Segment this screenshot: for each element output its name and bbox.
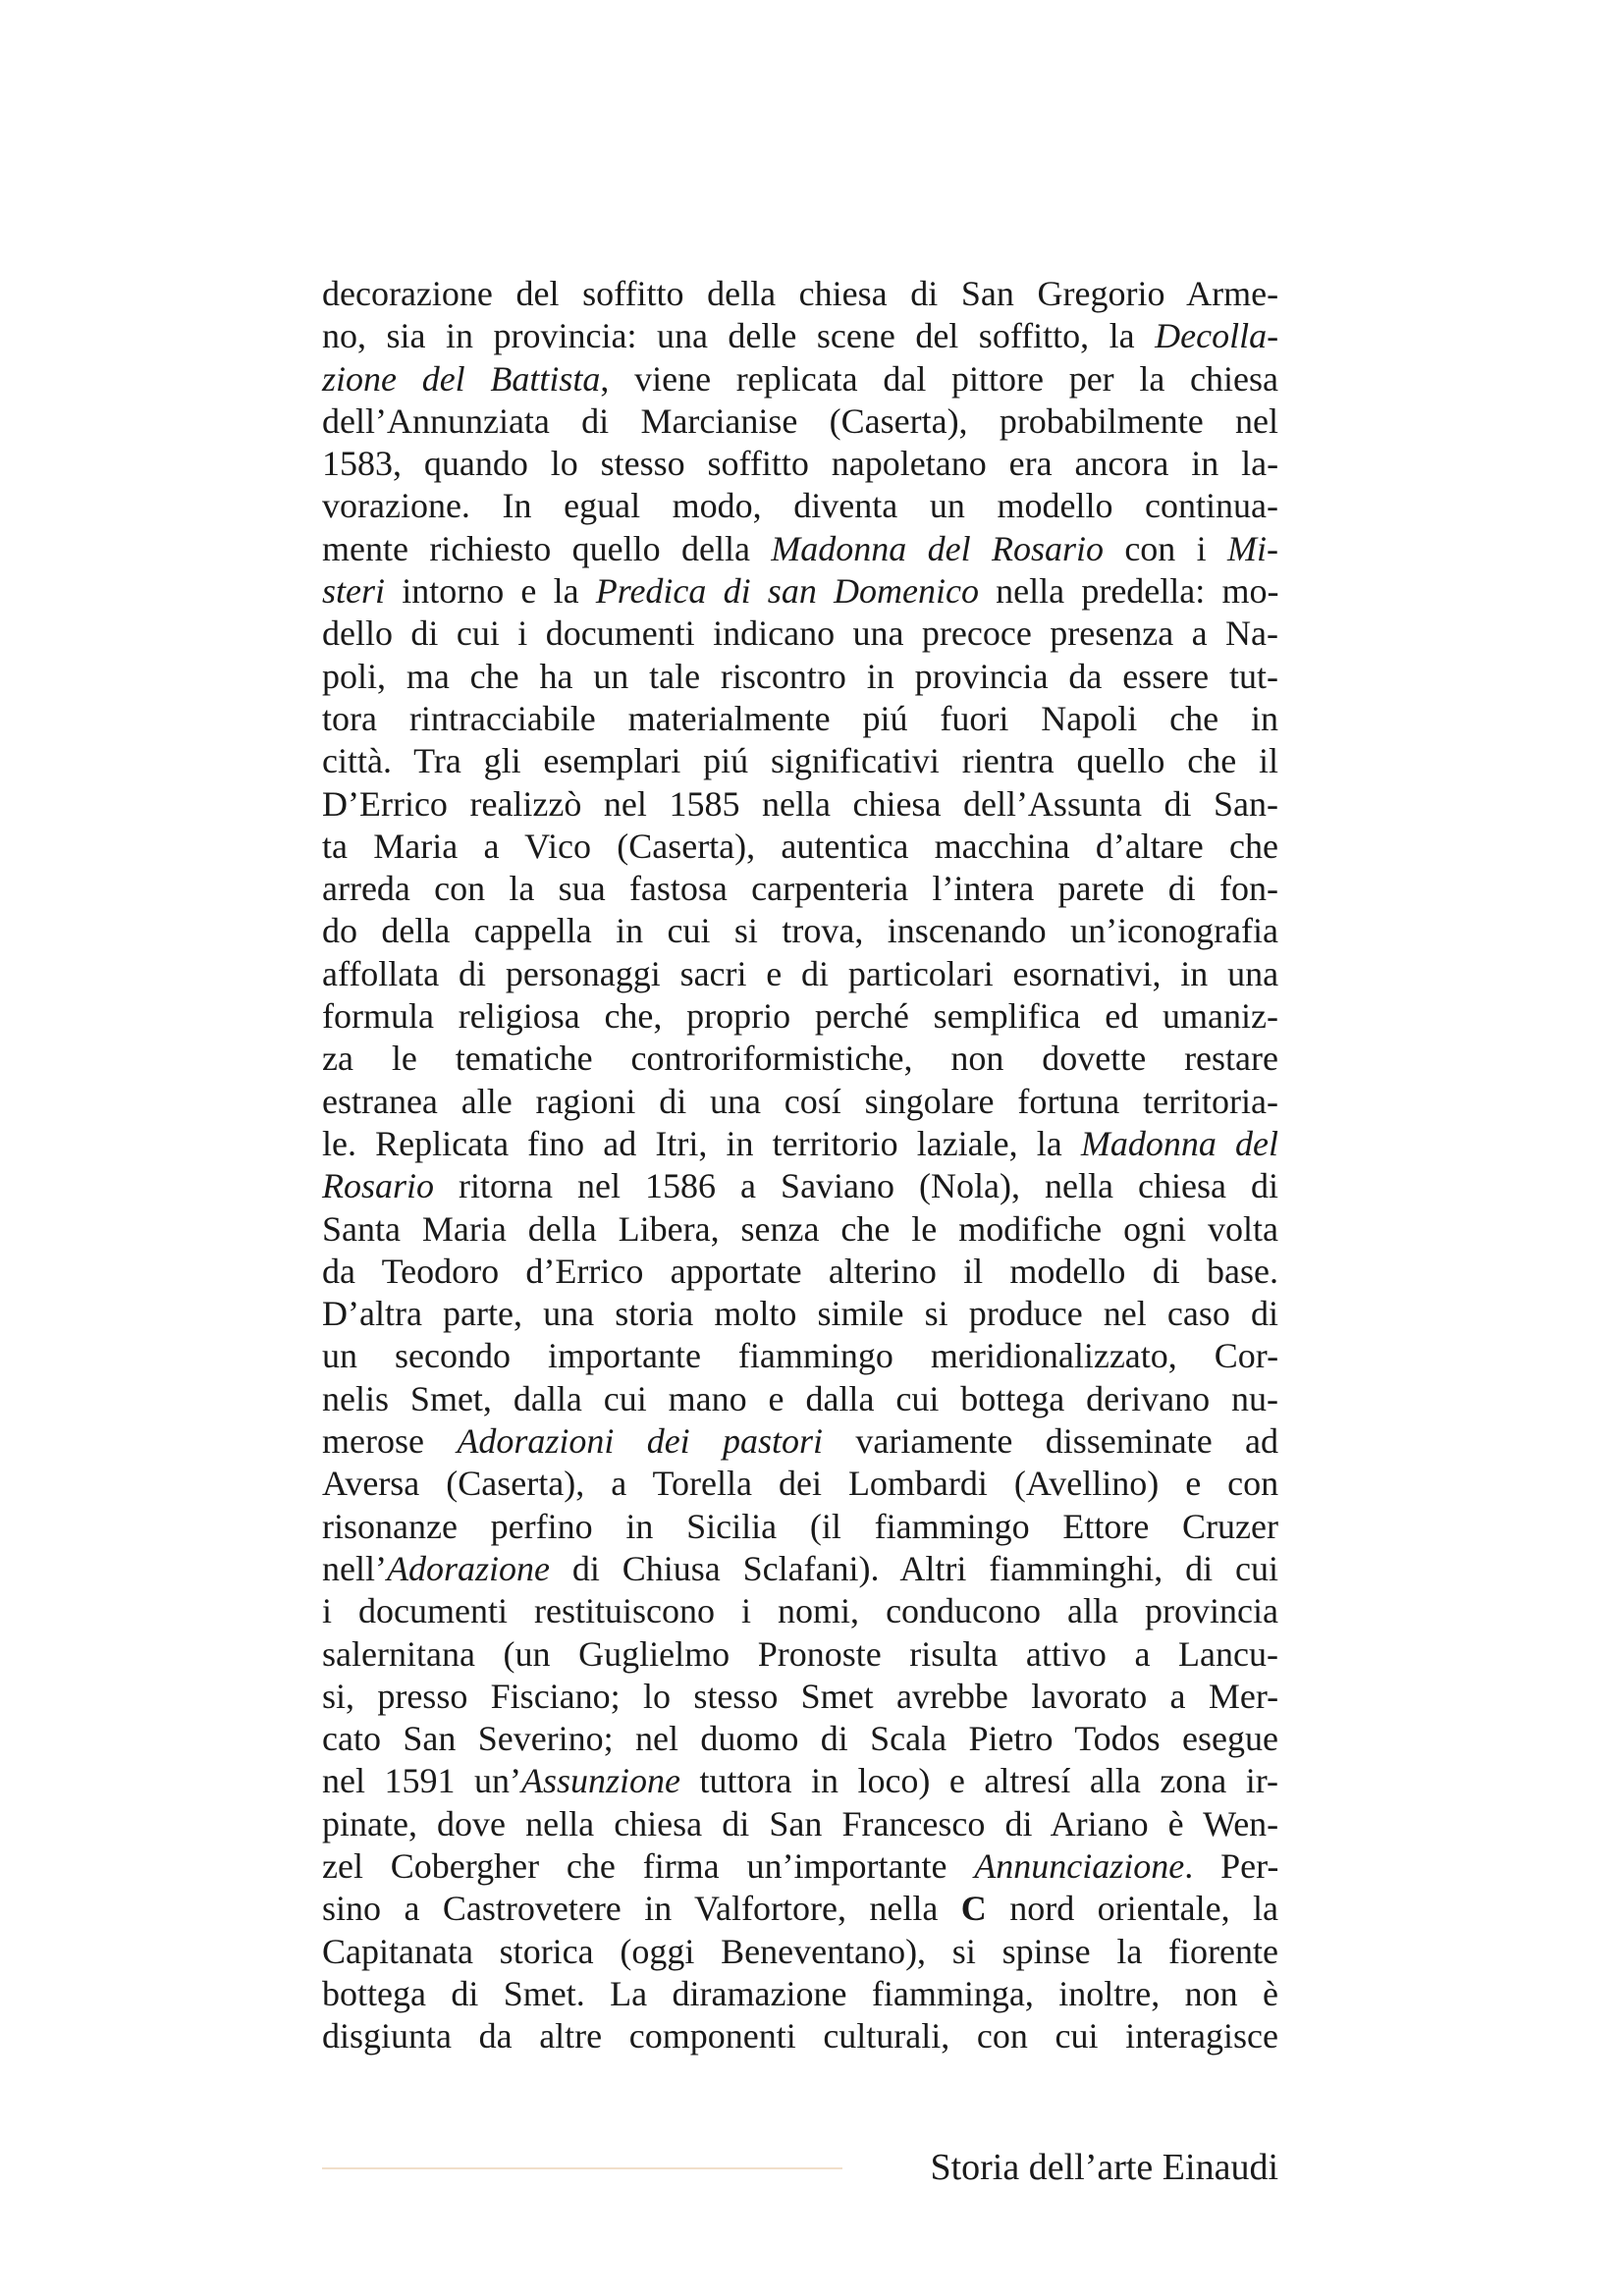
text-span: . Per- bbox=[1184, 1845, 1279, 1886]
text-line bbox=[322, 1293, 1278, 1335]
text-span: nord orientale, la bbox=[986, 1889, 1279, 1929]
text-line bbox=[322, 1506, 1278, 1548]
footer-rule bbox=[322, 2167, 842, 2169]
text-span: salernitana (un Guglielmo Pronoste risulta attivo a Lancu- bbox=[322, 1633, 1278, 1674]
text-span: 1583, quando lo stesso soffitto napoletano era ancora in la- bbox=[322, 444, 1279, 484]
text-span: disgiunta da altre componenti culturali, con cui interagisce bbox=[322, 2016, 1278, 2056]
text-span: arreda con la sua fastosa carpenteria l’intera parete di fon- bbox=[322, 869, 1278, 909]
text-span: nelis Smet, dalla cui mano e dalla cui bottega derivano nu- bbox=[322, 1378, 1278, 1418]
text-line bbox=[322, 485, 1278, 527]
text-span: vorazione. In egual modo, diventa un modello continua- bbox=[322, 486, 1278, 526]
italic-title-span: Adorazione bbox=[386, 1548, 550, 1588]
text-line bbox=[322, 1803, 1278, 1845]
text-span: bottega di Smet. La diramazione fiamminga, inoltre, non è bbox=[322, 1973, 1278, 2013]
text-span: intorno e la bbox=[385, 571, 596, 612]
text-line bbox=[322, 1760, 1278, 1802]
text-line bbox=[322, 1165, 1278, 1207]
italic-title-span: Annunciazione bbox=[974, 1845, 1185, 1886]
text-line bbox=[322, 740, 1278, 782]
text-line bbox=[322, 1038, 1278, 1080]
text-span: no, sia in provincia: una delle scene del soffitto, la bbox=[322, 316, 1156, 356]
text-line bbox=[322, 995, 1278, 1038]
text-line bbox=[322, 1378, 1278, 1420]
text-span: poli, ma che ha un tale riscontro in provincia da essere tut- bbox=[322, 656, 1278, 696]
text-span: sino a Castrovetere in Valfortore, nella bbox=[322, 1889, 961, 1929]
text-line bbox=[322, 570, 1278, 613]
text-line bbox=[322, 1845, 1278, 1888]
italic-title-span: steri bbox=[322, 571, 386, 612]
italic-title-span: Madonna del bbox=[1080, 1123, 1278, 1163]
text-span: do della cappella in cui si trova, inscenando un’iconografia bbox=[322, 911, 1278, 951]
text-line bbox=[322, 1888, 1278, 1930]
text-line bbox=[322, 783, 1278, 826]
text-line bbox=[322, 1335, 1278, 1377]
text-span: za le tematiche controriformistiche, non dovette restare bbox=[322, 1039, 1278, 1079]
text-line bbox=[322, 1251, 1278, 1293]
text-span: D’altra parte, una storia molto simile si produce nel caso di bbox=[322, 1294, 1278, 1334]
text-line bbox=[322, 1718, 1278, 1760]
text-span: dell’Annunziata di Marcianise (Caserta), probabilmente nel bbox=[322, 400, 1278, 441]
text-span: città. Tra gli esemplari piú significativi rientra quello che il bbox=[322, 741, 1278, 781]
text-line bbox=[322, 528, 1278, 570]
text-line bbox=[322, 1548, 1278, 1590]
italic-title-span: zione del Battista bbox=[322, 358, 601, 399]
text-span: di Chiusa Sclafani). Altri fiamminghi, di cui bbox=[549, 1548, 1278, 1588]
text-span: merose bbox=[322, 1421, 458, 1462]
text-span: le. Replicata fino ad Itri, in territorio laziale, la bbox=[322, 1123, 1081, 1163]
text-span: i documenti restituiscono i nomi, conducono alla provincia bbox=[322, 1591, 1278, 1631]
text-line bbox=[322, 1676, 1278, 1718]
text-line bbox=[322, 400, 1278, 443]
bold-span: C bbox=[960, 1889, 987, 1929]
text-line bbox=[322, 1931, 1278, 1973]
text-span: tuttora in loco) e altresí alla zona ir- bbox=[679, 1761, 1279, 1801]
text-line bbox=[322, 1633, 1278, 1676]
text-span: da Teodoro d’Errico apportate alterino il modello di base. bbox=[322, 1251, 1278, 1291]
text-span: formula religiosa che, proprio perché semplifica ed umaniz- bbox=[322, 996, 1278, 1037]
text-span: cato San Severino; nel duomo di Scala Pietro Todos esegue bbox=[322, 1719, 1278, 1759]
text-line bbox=[322, 1463, 1278, 1505]
text-line bbox=[322, 1208, 1278, 1251]
text-span: Santa Maria della Libera, senza che le modifiche ogni volta bbox=[322, 1208, 1278, 1249]
text-span: ritorna nel 1586 a Saviano (Nola), nella chiesa di bbox=[434, 1166, 1278, 1206]
text-line bbox=[322, 868, 1278, 910]
text-span: zel Cobergher che firma un’importante bbox=[322, 1845, 975, 1886]
text-span: si, presso Fisciano; lo stesso Smet avrebbe lavorato a Mer- bbox=[322, 1676, 1279, 1716]
italic-title-span: Predica di san Domenico bbox=[595, 571, 979, 612]
text-line bbox=[322, 910, 1278, 952]
text-span: Aversa (Caserta), a Torella dei Lombardi (Avellino) e con bbox=[322, 1464, 1279, 1504]
text-span: tora rintracciabile materialmente piú fuori Napoli che in bbox=[322, 698, 1278, 738]
text-line bbox=[322, 698, 1278, 740]
text-line bbox=[322, 1081, 1278, 1123]
text-span: ta Maria a Vico (Caserta), autentica macchina d’altare che bbox=[322, 826, 1278, 866]
text-line bbox=[322, 1590, 1278, 1632]
text-span: pinate, dove nella chiesa di San Francesco di Ariano è Wen- bbox=[322, 1803, 1279, 1843]
text-line bbox=[322, 656, 1278, 698]
body-text bbox=[322, 273, 1278, 2057]
text-span: un secondo importante fiammingo meridionalizzato, Cor- bbox=[322, 1336, 1279, 1376]
text-span: risonanze perfino in Sicilia (il fiammingo Ettore Cruzer bbox=[322, 1506, 1278, 1546]
text-span: affollata di personaggi sacri e di particolari esornativi, in una bbox=[322, 953, 1279, 993]
text-span: , viene replicata dal pittore per la chiesa bbox=[600, 358, 1279, 399]
text-line bbox=[322, 443, 1278, 485]
text-span: Capitanata storica (oggi Beneventano), si spinse la fiorente bbox=[322, 1931, 1278, 1971]
text-span: nella predella: mo- bbox=[978, 571, 1279, 612]
text-span: nel 1591 un’ bbox=[322, 1761, 521, 1801]
text-span: dello di cui i documenti indicano una precoce presenza a Na- bbox=[322, 614, 1278, 654]
text-line bbox=[322, 953, 1278, 995]
text-line bbox=[322, 1973, 1278, 2015]
text-span: decorazione del soffitto della chiesa di San Gregorio Arme- bbox=[322, 274, 1279, 313]
text-line bbox=[322, 613, 1278, 655]
text-span: estranea alle ragioni di una cosí singolare fortuna territoria- bbox=[322, 1081, 1278, 1121]
text-span: D’Errico realizzò nel 1585 nella chiesa dell’Assunta di San- bbox=[322, 783, 1278, 824]
italic-title-span: Rosario bbox=[322, 1166, 435, 1206]
text-span: mente richiesto quello della bbox=[322, 528, 772, 568]
text-line bbox=[322, 826, 1278, 868]
text-span: variamente disseminate ad bbox=[823, 1421, 1279, 1462]
text-line bbox=[322, 358, 1278, 400]
text-span: con i bbox=[1103, 528, 1228, 568]
text-line bbox=[322, 273, 1278, 315]
italic-title-span: Decolla- bbox=[1155, 316, 1279, 356]
text-span: nell’ bbox=[322, 1548, 387, 1588]
italic-title-span: Mi- bbox=[1227, 528, 1278, 568]
text-line bbox=[322, 1123, 1278, 1165]
footer-publisher-title: Storia dell’arte Einaudi bbox=[930, 2147, 1278, 2188]
italic-title-span: Adorazioni dei pastori bbox=[457, 1421, 824, 1462]
text-line bbox=[322, 2015, 1278, 2057]
italic-title-span: Assunzione bbox=[520, 1761, 680, 1801]
text-line bbox=[322, 315, 1278, 357]
page-footer bbox=[322, 2140, 1278, 2199]
italic-title-span: Madonna del Rosario bbox=[771, 528, 1104, 568]
text-line bbox=[322, 1420, 1278, 1463]
